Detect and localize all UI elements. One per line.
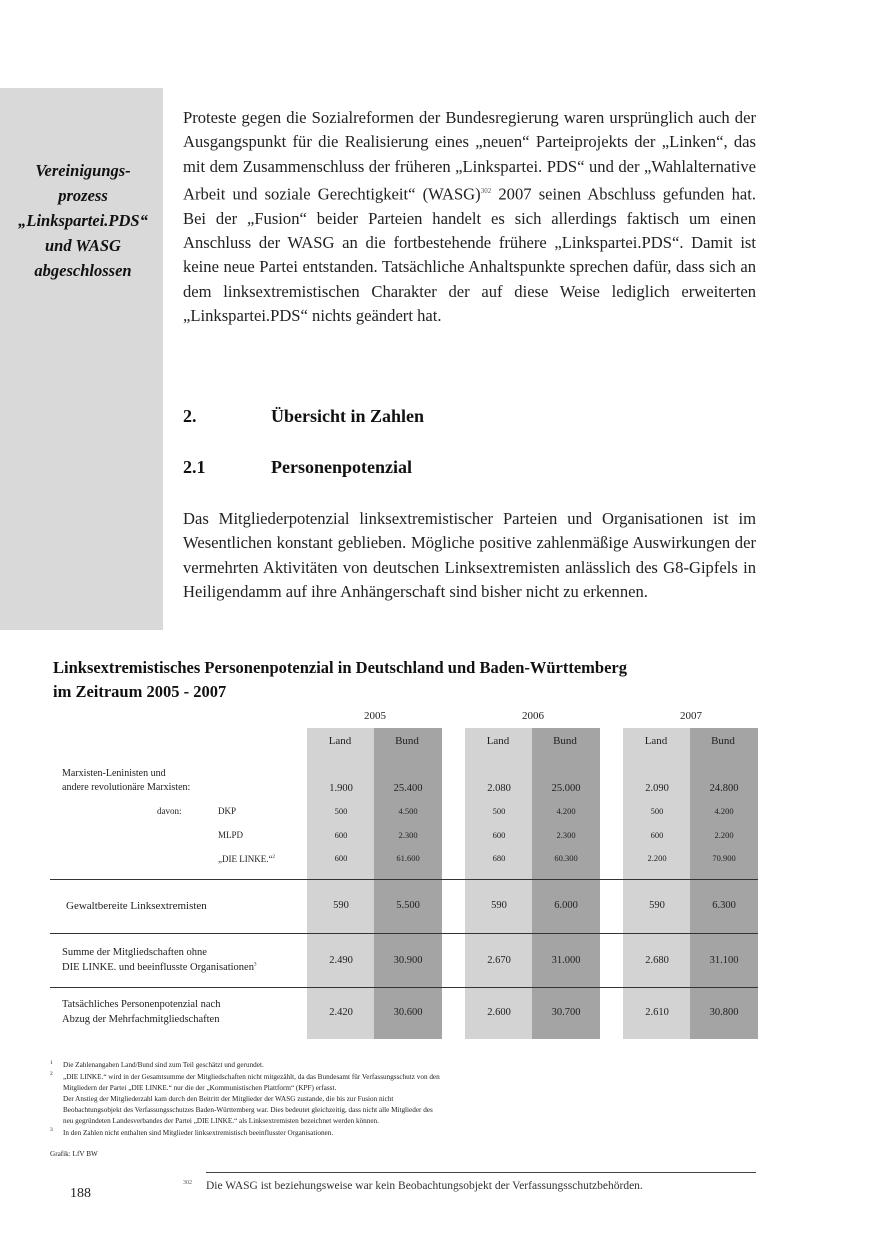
section-title: Übersicht in Zahlen <box>271 406 425 426</box>
cell-mlpd-bund: 2.300 <box>556 830 576 840</box>
year-header: 2005 <box>364 710 386 722</box>
cell-tats-bund: 30.600 <box>393 1007 423 1018</box>
sidebar-line: abgeschlossen <box>34 261 132 280</box>
cell-marx-bund: 24.800 <box>709 783 739 794</box>
paragraph-personenpotenzial: Das Mitgliederpotenzial linksextremistischer Parteien und Organisationen ist im Wesentlichen konstant geblieben. Mögliche positive zahlenmäßige Auswirkungen der vermehrten Aktivitäten von deutschen Linksextremisten anlässlich des G8-Gipfels in Heiligendamm auf ihre Anhängerschaft sind bisher nicht zu erkennen. <box>183 509 756 601</box>
column-land-2007 <box>623 728 690 1039</box>
grafik-credit: Grafik: LfV BW <box>50 1150 98 1158</box>
cell-summe-bund: 30.900 <box>393 955 423 966</box>
footnote-rule <box>206 1172 756 1173</box>
cell-marx-bund: 25.000 <box>551 783 581 794</box>
cell-marx-bund: 25.400 <box>393 783 423 794</box>
column-land-2005 <box>307 728 374 1039</box>
cell-dkp-bund: 4.200 <box>714 806 734 816</box>
sidebar-line: und WASG <box>45 236 121 255</box>
row-label-summe: Summe der Mitgliedschaften ohne <box>62 947 207 958</box>
cell-dkp-bund: 4.500 <box>398 806 418 816</box>
row-label-summe <box>62 962 256 973</box>
row-label-linke <box>218 854 275 864</box>
table-note: „DIE LINKE.“ wird in der Gesamtsumme der Mitgliedschaften nicht mitgezählt, da das Bundesamt für Verfassungsschutz von den <box>63 1073 440 1081</box>
row-label-marx: Marxisten-Leninisten und <box>62 768 166 779</box>
cell-summe-bund: 31.000 <box>551 955 581 966</box>
column-bund-2005 <box>374 728 442 1039</box>
cell-mlpd-bund: 2.200 <box>714 830 734 840</box>
footnote-ref: 2 <box>272 855 275 860</box>
bund-header: Bund <box>711 735 735 747</box>
year-header: 2007 <box>680 710 702 722</box>
table-note-mark: 3 <box>50 1127 53 1133</box>
column-bund-2007 <box>690 728 758 1039</box>
cell-tats-land: 2.600 <box>487 1007 511 1018</box>
table-note: Die Zahlenangaben Land/Bund sind zum Teil geschätzt und gerundet. <box>63 1061 264 1069</box>
cell-summe-land: 2.670 <box>487 955 511 966</box>
cell-linke-bund: 60.300 <box>554 853 578 863</box>
column-bund-2006 <box>532 728 600 1039</box>
cell-linke-land: 600 <box>334 853 348 863</box>
row-label-tats: Tatsächliches Personenpotenzial nach <box>62 999 221 1010</box>
table-note-mark: 2 <box>50 1071 53 1077</box>
sidebar-line: „Linkspartei.PDS“ <box>18 211 148 230</box>
subsection-number: 2.1 <box>183 457 206 477</box>
bund-header: Bund <box>553 735 577 747</box>
table-rule <box>50 879 758 880</box>
subsection-heading <box>183 457 412 478</box>
cell-tats-bund: 30.800 <box>709 1007 739 1018</box>
section-number: 2. <box>183 406 197 426</box>
sidebar-line: prozess <box>58 186 108 205</box>
bund-header: Bund <box>395 735 419 747</box>
cell-mlpd-bund: 2.300 <box>398 830 418 840</box>
cell-linke-land: 680 <box>492 853 506 863</box>
footnote-ref: 302 <box>480 186 492 195</box>
cell-tats-land: 2.610 <box>645 1007 669 1018</box>
cell-dkp-land: 500 <box>334 806 348 816</box>
page-number: 188 <box>70 1186 91 1201</box>
row-label-dkp: DKP <box>218 806 237 816</box>
cell-summe-bund: 31.100 <box>709 955 739 966</box>
land-header: Land <box>328 735 352 747</box>
column-land-2006 <box>465 728 532 1039</box>
cell-mlpd-land: 600 <box>492 830 506 840</box>
sidebar-line: Vereinigungs- <box>35 161 131 180</box>
paragraph-intro-part2: 2007 seinen Abschluss gefunden hat. Bei der „Fusion“ beider Parteien handelt es sich allerdings faktisch um einen Anschluss der WASG an die fortbestehende frühere „Linkspartei.PDS“. Damit ist keine neue Partei entstanden. Tatsächliche Anhaltspunkte sprechen dafür, dass sich an dem linksextremistischen Charakter der auf diese Weise lediglich erweiterten „Linkspartei.PDS“ nichts geändert hat. <box>183 184 757 325</box>
table-rule <box>50 987 758 988</box>
row-label-gewalt: Gewaltbereite Linksextremisten <box>66 900 207 912</box>
table-note: Mitgliedern der Partei „DIE LINKE.“ nur die der „Kommunistischen Plattform“ (KPF) erfasst. <box>63 1084 337 1092</box>
cell-gewalt-land: 590 <box>649 900 665 911</box>
cell-gewalt-bund: 5.500 <box>396 900 420 911</box>
table-note: Beobachtungsobjekt des Verfassungsschutzes Baden-Württemberg war. Dies bedeutet gleichzeitig, dass nicht alle Mitglieder des <box>63 1106 433 1114</box>
sidebar-note <box>10 158 156 283</box>
paragraph-intro-part1: Proteste gegen die Sozialreformen der Bundesregierung waren ursprünglich auch der Ausgangspunkt für die Realisierung eines „neuen“ Parteiprojekts der „Linken“, das mit dem Zusammenschluss der früheren „Linkspartei. PDS“ und der „Wahlalternative Arbeit und soziale Gerechtigkeit“ (WASG) <box>183 108 756 204</box>
footnote-text: Die WASG ist beziehungsweise war kein Beobachtungsobjekt der Verfassungsschutzbehörden. <box>206 1180 643 1192</box>
cell-dkp-land: 500 <box>650 806 664 816</box>
cell-tats-bund: 30.700 <box>551 1007 581 1018</box>
cell-linke-bund: 61.600 <box>396 853 420 863</box>
subsection-title: Personenpotenzial <box>271 457 412 477</box>
table-note: Der Anstieg der Mitgliederzahl kam durch den Beitritt der Mitglieder der WASG zustande, die bis zur Fusion nicht <box>63 1095 394 1103</box>
table-title-line1: Linksextremistisches Personenpotenzial in Deutschland und Baden-Württemberg <box>53 658 628 677</box>
cell-summe-land: 2.680 <box>645 955 669 966</box>
table-note: neu gegründeten Landesverbandes der Partei „DIE LINKE.“ als Linksextremisten bezeichnet werden können. <box>63 1117 379 1125</box>
cell-gewalt-bund: 6.300 <box>712 900 736 911</box>
row-label-davon: davon: <box>157 806 182 816</box>
year-header: 2006 <box>522 710 544 722</box>
cell-marx-land: 2.080 <box>487 783 511 794</box>
cell-mlpd-land: 600 <box>334 830 348 840</box>
section-heading <box>183 406 424 427</box>
cell-gewalt-land: 590 <box>333 900 349 911</box>
cell-linke-bund: 70.900 <box>712 853 736 863</box>
cell-tats-land: 2.420 <box>329 1007 353 1018</box>
cell-gewalt-bund: 6.000 <box>554 900 578 911</box>
cell-gewalt-land: 590 <box>491 900 507 911</box>
cell-mlpd-land: 600 <box>650 830 664 840</box>
row-label-tats: Abzug der Mehrfachmitgliedschaften <box>62 1014 220 1025</box>
cell-marx-land: 1.900 <box>329 783 353 794</box>
table-note-mark: 1 <box>50 1060 53 1066</box>
cell-dkp-land: 500 <box>492 806 506 816</box>
row-label-summe-text: DIE LINKE. und beeinflusste Organisationen <box>62 962 254 973</box>
cell-summe-land: 2.490 <box>329 955 353 966</box>
table-title <box>53 656 627 704</box>
row-label-marx: andere revolutionäre Marxisten: <box>62 782 191 793</box>
land-header: Land <box>644 735 668 747</box>
footnote-mark: 302 <box>183 1180 192 1186</box>
land-header: Land <box>486 735 510 747</box>
table-note: In den Zahlen nicht enthalten sind Mitglieder linksextremistisch beeinflusster Organisationen. <box>63 1129 334 1137</box>
row-label-linke-text: „DIE LINKE.“ <box>218 854 273 864</box>
table-title-line2: im Zeitraum 2005 - 2007 <box>53 682 227 701</box>
cell-marx-land: 2.090 <box>645 783 669 794</box>
row-label-mlpd: MLPD <box>218 830 244 840</box>
cell-dkp-bund: 4.200 <box>556 806 576 816</box>
cell-linke-land: 2.200 <box>647 853 667 863</box>
paragraph-intro <box>183 106 756 328</box>
table-rule <box>50 933 758 934</box>
footnote-ref: 3 <box>253 962 257 968</box>
